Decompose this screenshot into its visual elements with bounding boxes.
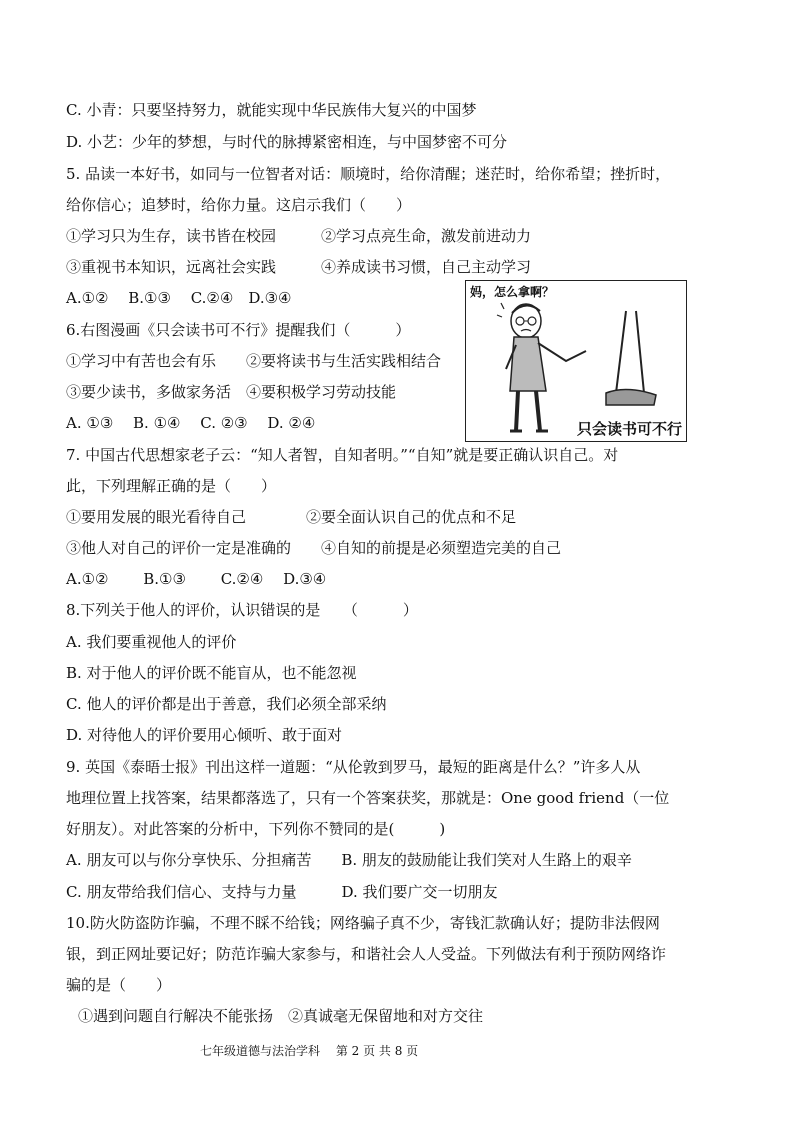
text-line: ①学习中有苦也会有乐 ②要将读书与生活实践相结合 [66, 352, 442, 370]
text-line: 此，下列理解正确的是（ ） [66, 477, 277, 495]
text-line: 9. 英国《泰晤士报》刊出这样一道题：“从伦敦到罗马，最短的距离是什么？”许多人从 [66, 758, 641, 776]
text-line: 5. 品读一本好书，如同与一位智者对话：顺境时，给你清醒；迷茫时，给你希望；挫折时， [66, 165, 671, 183]
text-line: A. ①③ B. ①④ C. ②③ D. ②④ [66, 414, 316, 432]
text-line: 骗的是（ ） [66, 976, 172, 994]
cartoon-illustration [465, 280, 687, 442]
text-line: 10.防火防盗防诈骗，不理不睬不给钱；网络骗子真不少，寄钱汇款确认好；提防非法假网 [66, 914, 660, 932]
text-line: 地理位置上找答案，结果都落选了，只有一个答案获奖，那就是：One good friend（一位 [66, 789, 670, 807]
text-line: 6.右图漫画《只会读书可不行》提醒我们（ ） [66, 321, 411, 339]
text-line: ③他人对自己的评价一定是准确的 ④自知的前提是必须塑造完美的自己 [66, 539, 562, 557]
cartoon-caption: 只会读书可不行 [576, 420, 682, 438]
text-line: C. 他人的评价都是出于善意，我们必须全部采纳 [66, 695, 387, 713]
page-footer: 七年级道德与法治学科 第 2 页 共 8 页 [200, 1044, 419, 1058]
text-line: 银，到正网址要记好；防范诈骗大家参与，和谐社会人人受益。下列做法有利于预防网络诈 [66, 945, 667, 963]
text-line: ③要少读书，多做家务活 ④要积极学习劳动技能 [66, 383, 397, 401]
text-line: ①遇到问题自行解决不能张扬 ②真诚毫无保留地和对方交往 [78, 1007, 484, 1025]
text-line: ①学习只为生存，读书皆在校园 ②学习点亮生命，激发前进动力 [66, 227, 532, 245]
text-line: C. 小青：只要坚持努力，就能实现中华民族伟大复兴的中国梦 [66, 101, 477, 119]
text-line: A.①② B.①③ C.②④ D.③④ [66, 289, 292, 307]
text-line: A.①② B.①③ C.②④ D.③④ [66, 570, 327, 588]
text-line: 8.下列关于他人的评价，认识错误的是 （ ） [66, 601, 418, 619]
text-line: A. 我们要重视他人的评价 [66, 633, 237, 651]
text-line: A. 朋友可以与你分享快乐、分担痛苦 B. 朋友的鼓励能让我们笑对人生路上的艰辛 [66, 851, 632, 869]
speech-bubble-text: 妈，怎么拿啊？ [470, 285, 555, 299]
text-line: ③重视书本知识，远离社会实践 ④养成读书习惯，自己主动学习 [66, 258, 532, 276]
text-line: D. 小艺：少年的梦想，与时代的脉搏紧密相连，与中国梦密不可分 [66, 133, 508, 151]
text-line: C. 朋友带给我们信心、支持与力量 D. 我们要广交一切朋友 [66, 883, 498, 901]
text-line: 7. 中国古代思想家老子云：“知人者智，自知者明。”“自知”就是要正确认识自己。对 [66, 446, 619, 464]
text-line: 好朋友）。对此答案的分析中，下列你不赞同的是( ) [66, 820, 446, 838]
text-line: D. 对待他人的评价要用心倾听、敢于面对 [66, 726, 343, 744]
text-line: 给你信心；追梦时，给你力量。这启示我们（ ） [66, 196, 412, 214]
text-line: B. 对于他人的评价既不能盲从，也不能忽视 [66, 664, 357, 682]
text-line: ①要用发展的眼光看待自己 ②要全面认识自己的优点和不足 [66, 508, 517, 526]
